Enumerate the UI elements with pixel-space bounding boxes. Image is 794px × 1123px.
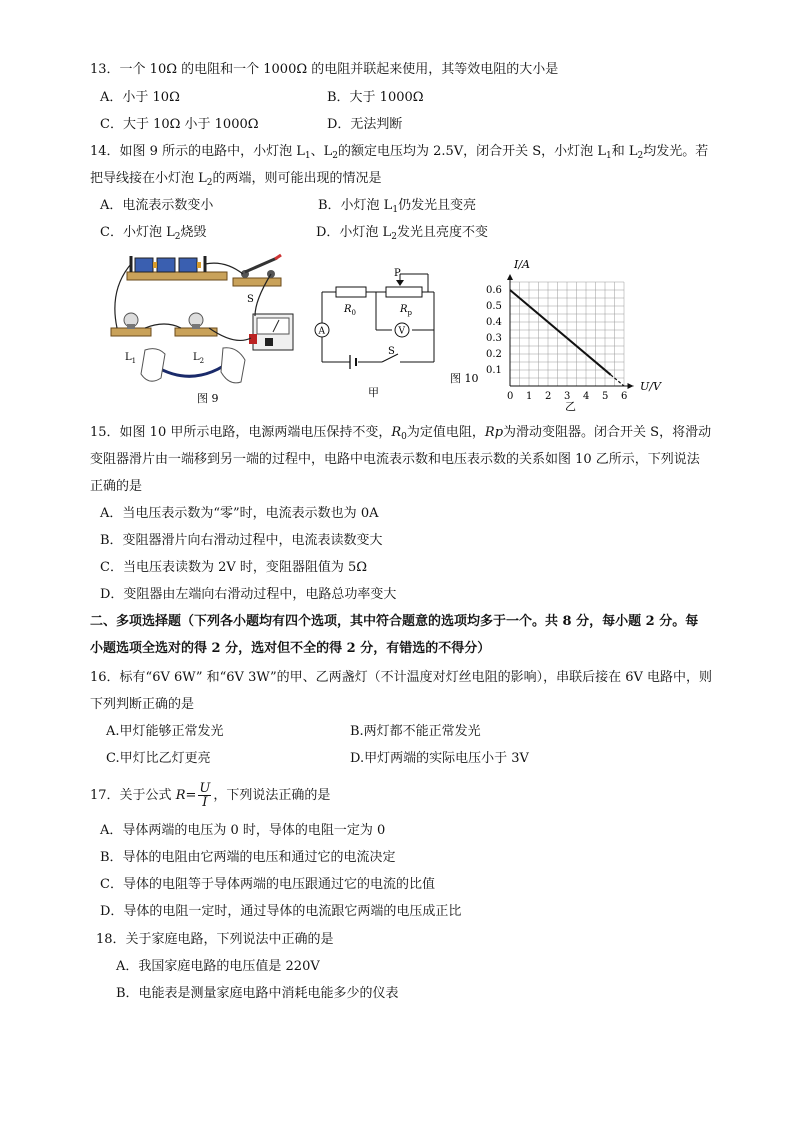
q15-option-d: D．变阻器由左端向右滑动过程中，电路总功率变大: [100, 587, 397, 602]
q16-stem-line2: 下列判断正确的是: [90, 697, 195, 712]
figure-10a-caption: 甲: [368, 386, 379, 399]
x-axis-arrow: [628, 383, 634, 389]
lamp-l2: [175, 313, 217, 336]
y-tick-label: 0.1: [486, 365, 502, 376]
q16-option-a: A.甲灯能够正常发光: [106, 724, 224, 739]
x-tick-label: 4: [583, 391, 590, 402]
x-tick-label: 6: [621, 391, 628, 402]
q18-option-b: B．电能表是测量家庭电路中消耗电能多少的仪表: [116, 986, 399, 1001]
y-axis-label: I/A: [514, 258, 530, 271]
ammeter: [249, 314, 293, 350]
y-tick-label: 0.3: [486, 333, 502, 344]
q15-option-b: B．变阻器滑片向右滑动过程中，电流表读数变大: [100, 533, 383, 548]
resistor-rp: [386, 287, 422, 297]
section-2-heading-line1: 二、多项选择题（下列各小题均有四个选项，其中符合题意的选项均多于一个。共 8 分，每小题 2 分。每: [90, 614, 699, 629]
q15-stem-line2: 变阻器滑片由一端移到另一端的过程中，电路中电流表示数和电压表示数的关系如图 10 乙所示，下列说法: [90, 452, 700, 467]
q14-stem-line2: 把导线接在小灯泡 $L_2$的两端，则可能出现的情况是: [90, 171, 382, 188]
rp-label: $R_p$: [400, 304, 413, 317]
q15-option-c: C．当电压表读数为 2V 时，变阻器阻值为 5Ω: [100, 560, 368, 575]
q13-stem: 13．一个 10Ω 的电阻和一个 1000Ω 的电阻并联起来使用，其等效电阻的大小是: [90, 62, 559, 77]
q13-option-d: D．无法判断: [327, 117, 403, 132]
l2-label: $L_2$: [193, 352, 205, 365]
switch-label: S: [388, 346, 395, 357]
figure-10b-caption: 乙: [565, 400, 576, 413]
slider-label: P: [394, 268, 401, 279]
wire: [145, 324, 181, 328]
q14-option-d: D．小灯泡 $L_2$发光且亮度不变: [316, 225, 488, 242]
q18-option-a: A．我国家庭电路的电压值是 220V: [116, 959, 320, 974]
r0-label: $R_0$: [344, 304, 356, 317]
series-line-dashed: [611, 375, 624, 386]
lamp-l1: [111, 313, 151, 336]
x-tick-label: 0: [507, 391, 514, 402]
q16-stem-line1: 16．标有“6V 6W” 和“6V 3W”的甲、乙两盏灯（不计温度对灯丝电阻的影响），串联后接在 6V 电路中，则: [90, 670, 713, 685]
y-axis-arrow: [507, 274, 513, 280]
y-tick-label: 0.4: [486, 317, 502, 328]
formula-fraction: $\frac{U}{I}$: [199, 781, 211, 810]
q17-option-c: C．导体的电阻等于导体两端的电压跟通过它的电流的比值: [100, 877, 435, 892]
y-tick-label: 0.6: [486, 285, 502, 296]
slider-arrow: [396, 280, 404, 286]
figure-9: [105, 250, 315, 410]
q15-option-a: A．当电压表示数为“零”时，电流表示数也为 0A: [100, 506, 379, 521]
q17-option-a: A．导体两端的电压为 0 时，导体的电阻一定为 0: [100, 823, 386, 838]
battery-board: [127, 256, 227, 280]
switch-board: [233, 255, 281, 286]
q14-stem-line1: 14．如图 9 所示的电路中，小灯泡 $L_1$、$L_2$的额定电压均为 2.5V，闭合开关 S，小灯泡 $L_1$和 $L_2$均发光。若: [90, 144, 709, 161]
q15-stem-line1: 15．如图 10 甲所示电路，电源两端电压保持不变，$R_0$为定值电阻，Rp为滑动变阻器。闭合开关 S，将滑动: [90, 425, 712, 442]
q16-option-b: B.两灯都不能正常发光: [350, 724, 481, 739]
q14-option-c: C．小灯泡 $L_2$烧毁: [100, 225, 207, 242]
q18-stem: 18．关于家庭电路，下列说法中正确的是: [96, 932, 334, 947]
l1-label: $L_1$: [125, 352, 137, 365]
figure-10b-chart: [440, 254, 680, 414]
switch-label: S: [247, 294, 254, 305]
x-tick-label: 2: [545, 391, 552, 402]
x-tick-label: 1: [526, 391, 533, 402]
section-2-heading-line2: 小题选项全选对的得 2 分，选对但不全的得 2 分，有错选的不得分）: [90, 641, 491, 656]
voltmeter-label: V: [398, 326, 405, 337]
q13-option-b: B．大于 1000Ω: [327, 90, 424, 105]
q16-option-c: C.甲灯比乙灯更亮: [106, 751, 211, 766]
figure-10a: [310, 262, 440, 402]
figure-10-caption: 图 10: [450, 372, 479, 385]
q14-option-b: B．小灯泡 $L_1$仍发光且变亮: [318, 198, 477, 215]
q13-option-a: A．小于 10Ω: [100, 90, 180, 105]
x-tick-label: 3: [564, 391, 571, 402]
q17-option-b: B．导体的电阻由它两端的电压和通过它的电流决定: [100, 850, 396, 865]
q17-stem: 17．关于公式 R= $\frac{U}{I}$ ，下列说法正确的是: [90, 781, 331, 810]
ammeter-label: A: [318, 326, 325, 337]
y-tick-label: 0.2: [486, 349, 502, 360]
resistor-r0: [336, 287, 366, 297]
q15-stem-line3: 正确的是: [90, 479, 143, 494]
x-tick-label: 5: [602, 391, 609, 402]
q13-option-c: C．大于 10Ω 小于 1000Ω: [100, 117, 259, 132]
q14-option-a: A．电流表示数变小: [100, 198, 214, 213]
figure-9-caption: 图 9: [197, 392, 219, 405]
y-tick-label: 0.5: [486, 301, 502, 312]
x-axis-label: U/V: [640, 380, 661, 393]
q17-option-d: D．导体的电阻一定时，通过导体的电流跟它两端的电压成正比: [100, 904, 462, 919]
q16-option-d: D.甲灯两端的实际电压小于 3V: [350, 751, 529, 766]
